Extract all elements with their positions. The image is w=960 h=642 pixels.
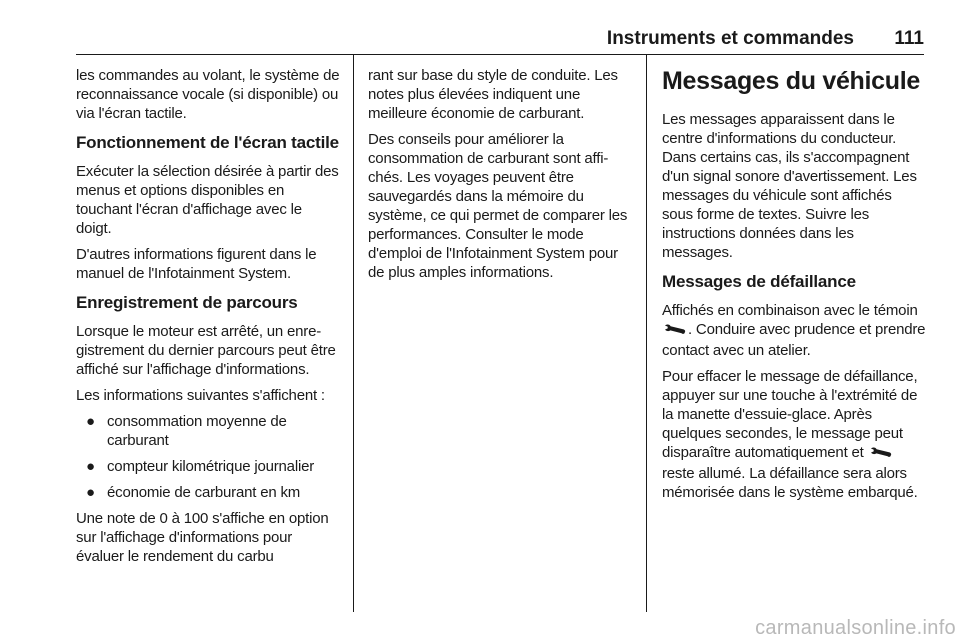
- list-item: ● consommation moyenne de carburant: [86, 413, 287, 449]
- paragraph-continued: rant sur base du style de conduite. Les notes plus élevées indiquent une meilleure économie de carburant.: [368, 67, 618, 122]
- paragraph-vehicle-messages: Les messages apparaissent dans le centre d'informations du conducteur. Dans certains cas, ils s'accompagnent d'un signal sonore d'avertissement. Les messages du véhicule sont affichés sous forme de textes. Suivre les instructions données dans les messages.: [662, 111, 917, 261]
- heading-fault-messages: Messages de défaillance: [662, 272, 856, 291]
- paragraph-trip-1: Lorsque le moteur est arrêté, un enregistrement du dernier parcours peut être affiché sur l'affichage d'informations.: [76, 323, 336, 378]
- paragraph-touchscreen-2: D'autres informations figurent dans le manuel de l'Infotainment System.: [76, 246, 317, 282]
- heading-vehicle-messages: Messages du véhicule: [662, 67, 921, 95]
- column-3: [662, 66, 926, 509]
- info-list: [76, 412, 340, 502]
- wrench-icon: [869, 445, 893, 464]
- list-item: ● économie de carburant en km: [86, 484, 301, 501]
- paragraph-tips: Des conseils pour améliorer la consommation de carburant sont affichés. Les voyages peuvent être sauvegardés dans la mémoire du système, ce qui permet de comparer les performances. Consulter le mode d'emploi de l'Infotainment System pour de plus amples informations.: [368, 131, 628, 281]
- heading-trip-recording: Enregistrement de parcours: [76, 293, 298, 312]
- bullet-icon: ●: [86, 413, 95, 430]
- column-divider-1: [353, 54, 354, 612]
- header-rule: [76, 54, 924, 55]
- paragraph-touchscreen-1: Exécuter la sélection désirée à partir des menus et options disponibles en touchant l'écran d'affichage avec le doigt.: [76, 163, 339, 237]
- page-number: 111: [894, 28, 924, 49]
- watermark-text: carmanualsonline.info: [755, 617, 956, 639]
- section-title: Instruments et commandes: [606, 28, 854, 49]
- column-2: [368, 66, 634, 289]
- paragraph-fault-2: Pour effacer le message de défaillance, appuyer sur une touche à l'extrémité de la manette d'essuie-glace. Après quelques secondes, le message peut disparaître automatiquement et reste allumé. La défaillance sera alors mémorisée dans le système embarqué.: [662, 368, 918, 501]
- heading-touchscreen: Fonctionnement de l'écran tactile: [76, 133, 339, 152]
- page-header: [76, 28, 924, 52]
- list-item: ● compteur kilométrique journalier: [86, 458, 315, 475]
- paragraph-fault-1: Affichés en combinaison avec le témoin . Conduire avec prudence et prendre contact avec un atelier.: [662, 302, 926, 359]
- column-1: [76, 66, 340, 573]
- column-divider-2: [646, 54, 647, 612]
- paragraph-score-note: Une note de 0 à 100 s'affiche en option sur l'affichage d'informations pour évaluer le rendement du carbu: [76, 510, 329, 565]
- paragraph-intro: les commandes au volant, le système de reconnaissance vocale (si disponible) ou via l'écran tactile.: [76, 67, 340, 122]
- paragraph-trip-2: Les informations suivantes s'affichent :: [76, 387, 325, 404]
- wrench-icon: [663, 322, 687, 341]
- bullet-icon: ●: [86, 458, 95, 475]
- bullet-icon: ●: [86, 484, 95, 501]
